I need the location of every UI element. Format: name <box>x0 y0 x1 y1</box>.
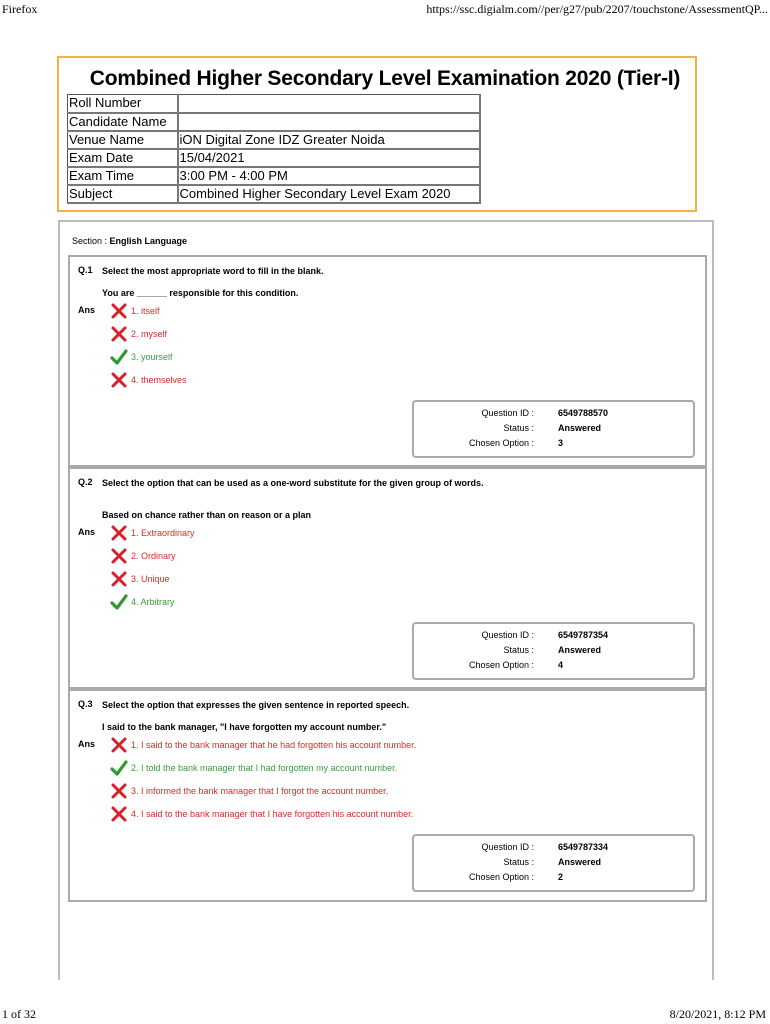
option-item <box>110 736 416 754</box>
answer-label: Ans <box>78 527 96 537</box>
question-card <box>68 255 707 467</box>
option-text: 3. I informed the bank manager that I forgot the account number. <box>131 786 389 796</box>
question-sentence: I said to the bank manager, "I have forgotten my account number." <box>102 722 387 732</box>
info-value: iON Digital Zone IDZ Greater Noida <box>178 131 480 149</box>
option-text: 1. itself <box>131 306 160 316</box>
cross-icon <box>110 782 128 800</box>
cross-icon <box>110 570 128 588</box>
print-footer <box>0 1006 770 1022</box>
option-text: 4. Arbitrary <box>131 597 175 607</box>
exam-header-box <box>57 56 697 212</box>
option-text: 2. I told the bank manager that I had forgotten my account number. <box>131 763 398 773</box>
chosen-option-value: 4 <box>558 660 564 670</box>
info-value <box>178 95 480 113</box>
section-name: English Language <box>109 236 188 246</box>
print-header <box>0 2 770 18</box>
option-text: 1. I said to the bank manager that he had forgotten his account number. <box>131 740 417 750</box>
question-meta-box <box>412 834 695 892</box>
browser-name: Firefox <box>2 2 38 16</box>
info-value: 15/04/2021 <box>178 149 480 167</box>
info-label: Exam Date <box>68 149 178 167</box>
cross-icon <box>110 325 128 343</box>
cross-icon <box>110 805 128 823</box>
option-item <box>110 302 160 320</box>
question-number: Q.1 <box>78 265 93 275</box>
chosen-option-value: 2 <box>558 872 564 882</box>
question-id-value: 6549787334 <box>558 842 609 852</box>
answer-label: Ans <box>78 739 96 749</box>
answer-label: Ans <box>78 305 96 315</box>
info-row <box>68 167 480 185</box>
section-container <box>58 220 714 980</box>
question-number: Q.3 <box>78 699 93 709</box>
exam-title: Combined Higher Secondary Level Examination 2020 (Tier-I) <box>89 67 681 90</box>
chosen-option-label: Chosen Option : <box>468 872 534 882</box>
option-text: 3. yourself <box>131 352 173 362</box>
checkmark-icon <box>110 593 128 611</box>
page-count: 1 of 32 <box>2 1007 36 1021</box>
option-item <box>110 759 397 777</box>
question-id-label: Question ID : <box>481 630 534 640</box>
cross-icon <box>110 524 128 542</box>
cross-icon <box>110 371 128 389</box>
question-meta-box <box>412 622 695 680</box>
question-id-value: 6549787354 <box>558 630 609 640</box>
info-value: Combined Higher Secondary Level Exam 2020 <box>178 185 480 203</box>
page-url: https://ssc.digialm.com//per/g27/pub/2207/touchstone/AssessmentQP... <box>426 2 768 16</box>
chosen-option-label: Chosen Option : <box>468 438 534 448</box>
question-card <box>68 689 707 902</box>
question-id-label: Question ID : <box>481 842 534 852</box>
question-id-label: Question ID : <box>481 408 534 418</box>
question-sentence: You are ______ responsible for this condition. <box>102 288 299 298</box>
option-text: 1. Extraordinary <box>131 528 195 538</box>
option-item <box>110 782 388 800</box>
status-value: Answered <box>558 857 602 867</box>
info-label: Subject <box>68 185 178 203</box>
status-value: Answered <box>558 423 602 433</box>
option-item <box>110 547 176 565</box>
option-text: 4. themselves <box>131 375 187 385</box>
option-item <box>110 593 175 611</box>
status-value: Answered <box>558 645 602 655</box>
info-label: Venue Name <box>68 131 178 149</box>
cross-icon <box>110 736 128 754</box>
option-item <box>110 371 187 389</box>
option-text: 3. Unique <box>131 574 170 584</box>
checkmark-icon <box>110 759 128 777</box>
question-text: Select the option that can be used as a one-word substitute for the given group of words. <box>102 478 484 488</box>
question-number: Q.2 <box>78 477 93 487</box>
info-label: Candidate Name <box>68 113 178 131</box>
status-label: Status : <box>503 857 534 867</box>
info-row <box>68 131 480 149</box>
question-text: Select the option that expresses the given sentence in reported speech. <box>102 700 410 710</box>
info-label: Exam Time <box>68 167 178 185</box>
option-item <box>110 325 167 343</box>
option-item <box>110 524 195 542</box>
status-label: Status : <box>503 645 534 655</box>
option-text: 2. Ordinary <box>131 551 176 561</box>
option-item <box>110 805 413 823</box>
candidate-info-table <box>67 94 481 204</box>
info-row <box>68 113 480 131</box>
info-value: 3:00 PM - 4:00 PM <box>178 167 480 185</box>
question-sentence: Based on chance rather than on reason or a plan <box>102 510 312 520</box>
info-row <box>68 185 480 203</box>
option-text: 4. I said to the bank manager that I have forgotten his account number. <box>131 809 414 819</box>
section-prefix: Section : <box>72 236 110 246</box>
cross-icon <box>110 547 128 565</box>
chosen-option-value: 3 <box>558 438 564 448</box>
question-id-value: 6549788570 <box>558 408 609 418</box>
info-row <box>68 149 480 167</box>
question-text: Select the most appropriate word to fill in the blank. <box>102 266 324 276</box>
option-text: 2. myself <box>131 329 168 339</box>
option-item <box>110 570 170 588</box>
option-item <box>110 348 173 366</box>
question-card <box>68 467 707 689</box>
info-value <box>178 113 480 131</box>
info-label: Roll Number <box>68 95 178 113</box>
info-row <box>68 95 480 113</box>
section-title <box>72 236 187 246</box>
chosen-option-label: Chosen Option : <box>468 660 534 670</box>
status-label: Status : <box>503 423 534 433</box>
checkmark-icon <box>110 348 128 366</box>
question-meta-box <box>412 400 695 458</box>
print-timestamp: 8/20/2021, 8:12 PM <box>669 1007 766 1021</box>
cross-icon <box>110 302 128 320</box>
